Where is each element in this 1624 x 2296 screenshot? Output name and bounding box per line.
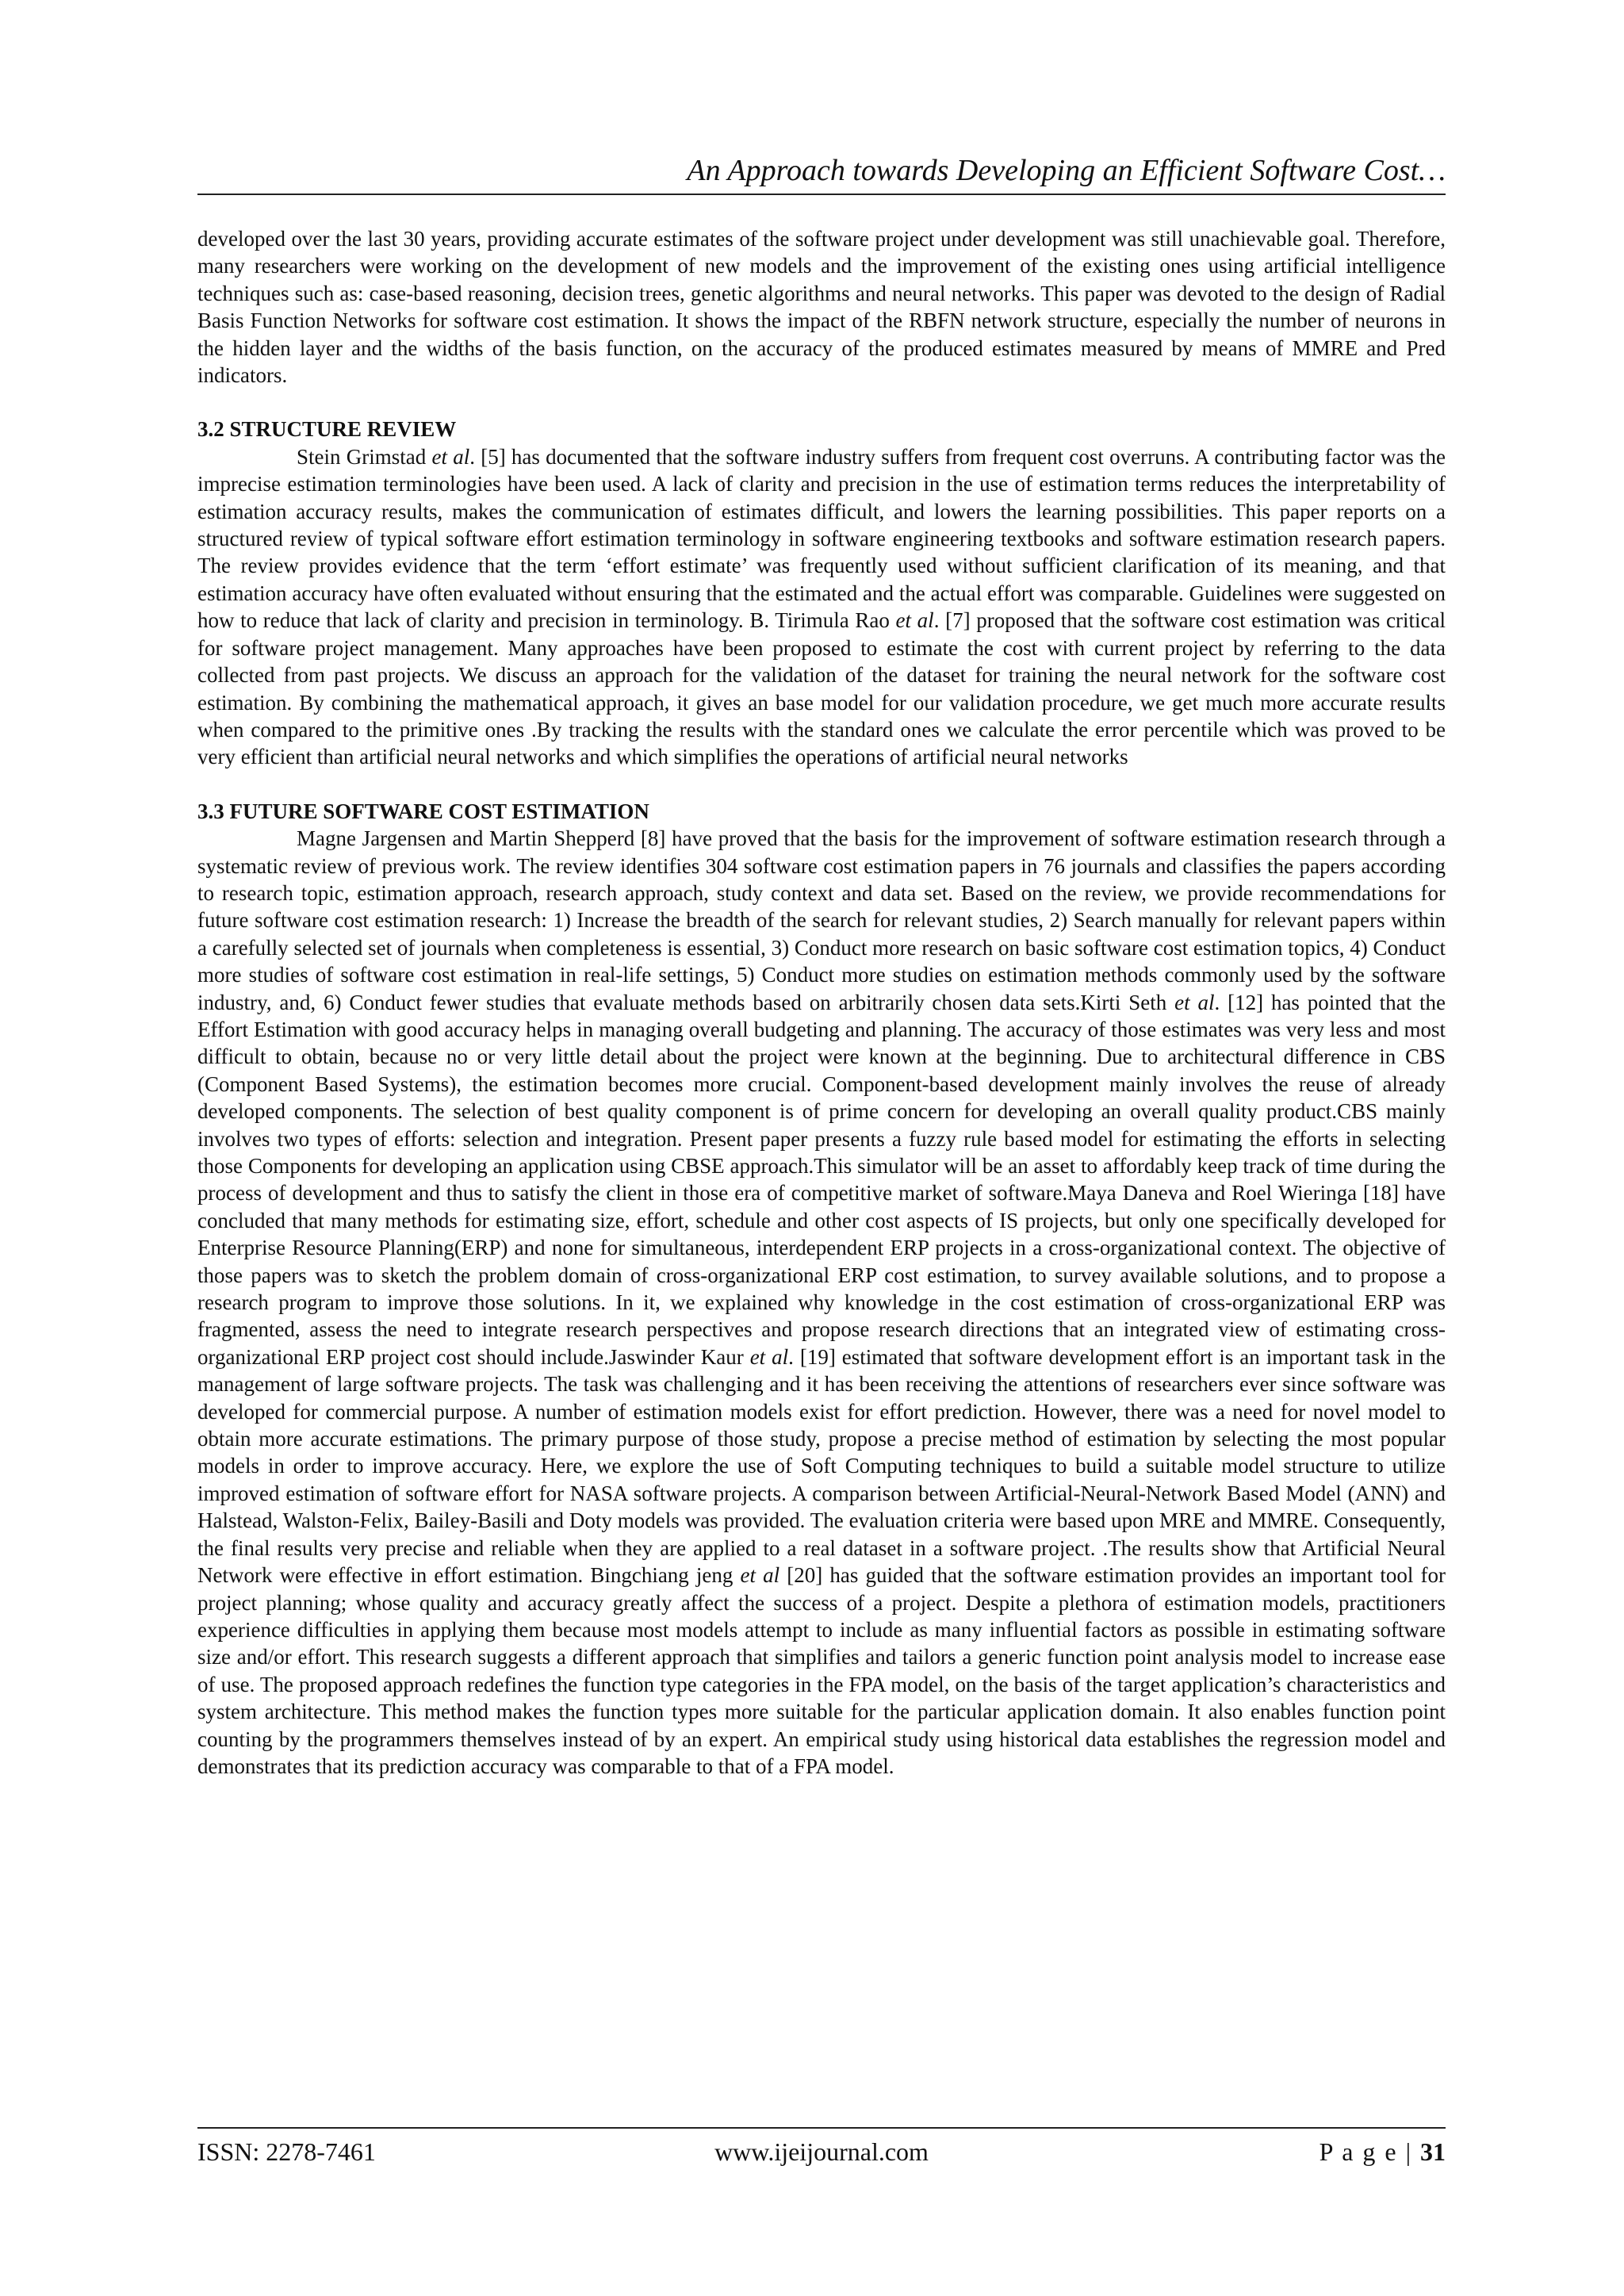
main-body xyxy=(197,225,1446,1780)
section-paragraph-future-estimation xyxy=(197,825,1446,1780)
citation-et-al: et al xyxy=(1174,990,1215,1014)
text-run: [20] has guided that the software estimation provides an important tool for project planning; whose quality and accuracy greatly affect the success of a project. Despite a plethora of estimation models, practitioners experience difficulties in applying them because most models attempt to include as many influential factors as possible in estimating software size and/or effort. This research suggests a different approach that simplifies and tailors a generic function point analysis model to increase ease of use. The proposed approach redefines the function type categories in the FPA model, on the basis of the target application’s characteristics and system architecture. This method makes the function types more suitable for the particular application domain. It also enables function point counting by the programmers themselves instead of by an expert. An empirical study using historical data establishes the regression model and demonstrates that its prediction accuracy was comparable to that of a FPA model. xyxy=(197,1563,1446,1778)
text-run: Stein Grimstad xyxy=(297,444,432,469)
footer-rule xyxy=(197,2127,1446,2129)
page-number: 31 xyxy=(1420,2137,1446,2166)
text-run: . [7] proposed that the software cost estimation was critical for software project management. Many approaches have been proposed to estimate the cost with current project by referring to the data collected from past projects. We discuss an approach for the validation of the dataset for training the neural network for the software cost estimation. By combining the mathematical approach, it gives an base model for our validation procedure, we get much more accurate results when compared to the primitive ones .By tracking the results with the standard ones we calculate the error percentile which was proved to be very efficient than artificial neural networks and which simplifies the operations of artificial neural networks xyxy=(197,608,1446,769)
citation-et-al: et al xyxy=(895,608,934,633)
issn-label: ISSN: 2278-7461 xyxy=(197,2137,376,2166)
running-title: An Approach towards Developing an Efficient Software Cost… xyxy=(687,154,1446,187)
citation-et-al: et al xyxy=(431,444,470,469)
intro-paragraph: developed over the last 30 years, providing accurate estimates of the software project under development was still unachievable goal. Therefore, many researchers were working on the development of new models and the improvement of the existing ones using artificial intelligence techniques such as: case-based reasoning, decision trees, genetic algorithms and neural networks. This paper was devoted to the design of Radial Basis Function Networks for software cost estimation. It shows the impact of the RBFN network structure, especially the number of neurons in the hidden layer and the widths of the basis function, on the accuracy of the produced estimates measured by means of MMRE and Pred indicators. xyxy=(197,227,1446,388)
section-heading-future-estimation: 3.3 FUTURE SOFTWARE COST ESTIMATION xyxy=(197,799,649,823)
citation-et-al: et al xyxy=(740,1563,780,1588)
page-footer xyxy=(197,2133,1446,2170)
section-paragraph-structure-review xyxy=(197,443,1446,771)
text-run: Magne Jargensen and Martin Shepperd [8] have proved that the basis for the improvement of software estimation research through a systematic review of previous work. The review identifies 304 software cost estimation papers in 76 journals and classifies the papers according to research topic, estimation approach, research approach, study context and data set. Based on the review, we provide recommendations for future software cost estimation research: 1) Increase the breadth of the search for relevant studies, 2) Search manually for relevant papers within a carefully selected set of journals when completeness is essential, 3) Conduct more research on basic software cost estimation topics, 4) Conduct more studies of software cost estimation in real-life settings, 5) Conduct more studies on estimation methods commonly used by the software industry, and, 6) Conduct fewer studies that evaluate methods based on arbitrarily chosen data sets.Kirti Seth xyxy=(197,826,1446,1014)
citation-et-al: et al xyxy=(749,1344,789,1369)
text-run: . [5] has documented that the software industry suffers from frequent cost overruns. A contributing factor was the imprecise estimation terminologies have been used. A lack of clarity and precision in the use of estimation terms reduces the interpretability of estimation accuracy results, makes the communication of estimates difficult, and lowers the learning possibilities. This paper reports on a structured review of typical software effort estimation terminology in software engineering textbooks and software estimation research papers. The review provides evidence that the term ‘effort estimate’ was frequently used without sufficient clarification of its meaning, and that estimation accuracy have often evaluated without ensuring that the estimated and the actual effort was comparable. Guidelines were suggested on how to reduce that lack of clarity and precision in terminology. B. Tirimula Rao xyxy=(197,444,1446,633)
journal-website: www.ijeijournal.com xyxy=(714,2137,929,2166)
section-heading-structure-review: 3.2 STRUCTURE REVIEW xyxy=(197,417,457,442)
page-label: P a g e | xyxy=(1319,2137,1412,2166)
text-run: . [19] estimated that software development effort is an important task in the management of large software projects. The task was challenging and it has been receiving the attentions of researchers ever since software was developed for commercial purpose. A number of estimation models exist for effort prediction. However, there was a need for novel model to obtain more accurate estimations. The primary purpose of those study, propose a precise method of estimation by selecting the most popular models in order to improve accuracy. Here, we explore the use of Soft Computing techniques to build a suitable model structure to utilize improved estimation of software effort for NASA software projects. A comparison between Artificial-Neural-Network Based Model (ANN) and Halstead, Walston-Felix, Bailey-Basili and Doty models was provided. The evaluation criteria were based upon MRE and MMRE. Consequently, the final results very precise and reliable when they are applied to a real dataset in a software project. .The results show that Artificial Neural Network were effective in effort estimation. Bingchiang jeng xyxy=(197,1344,1446,1588)
text-run: . [12] has pointed that the Effort Estimation with good accuracy helps in managing overall budgeting and planning. The accuracy of those estimates was very less and most difficult to obtain, because no or very little detail about the project were known at the beginning. Due to architectural difference in CBS (Component Based Systems), the estimation becomes more crucial. Component-based development mainly involves the reuse of already developed components. The selection of best quality component is of prime concern for developing an overall quality product.CBS mainly involves two types of efforts: selection and integration. Present paper presents a fuzzy rule based model for estimating the efforts in selecting those Components for developing an application using CBSE approach.This simulator will be an asset to affordably keep track of time during the process of development and thus to satisfy the client in those era of competitive market of software.Maya Daneva and Roel Wieringa [18] have concluded that many methods for estimating size, effort, schedule and other cost aspects of IS projects, but only one specifically developed for Enterprise Resource Planning(ERP) and none for simultaneous, interdependent ERP projects in a cross-organizational context. The objective of those papers was to sketch the problem domain of cross-organizational ERP cost estimation, to survey available solutions, and to propose a research program to improve those solutions. In it, we explained why knowledge in the cost estimation of cross-organizational ERP was fragmented, assess the need to integrate research perspectives and propose research directions that an integrated view of estimating cross-organizational ERP project cost should include.Jaswinder Kaur xyxy=(197,990,1446,1369)
header-rule xyxy=(197,194,1446,195)
page-indicator xyxy=(1320,2133,1446,2170)
